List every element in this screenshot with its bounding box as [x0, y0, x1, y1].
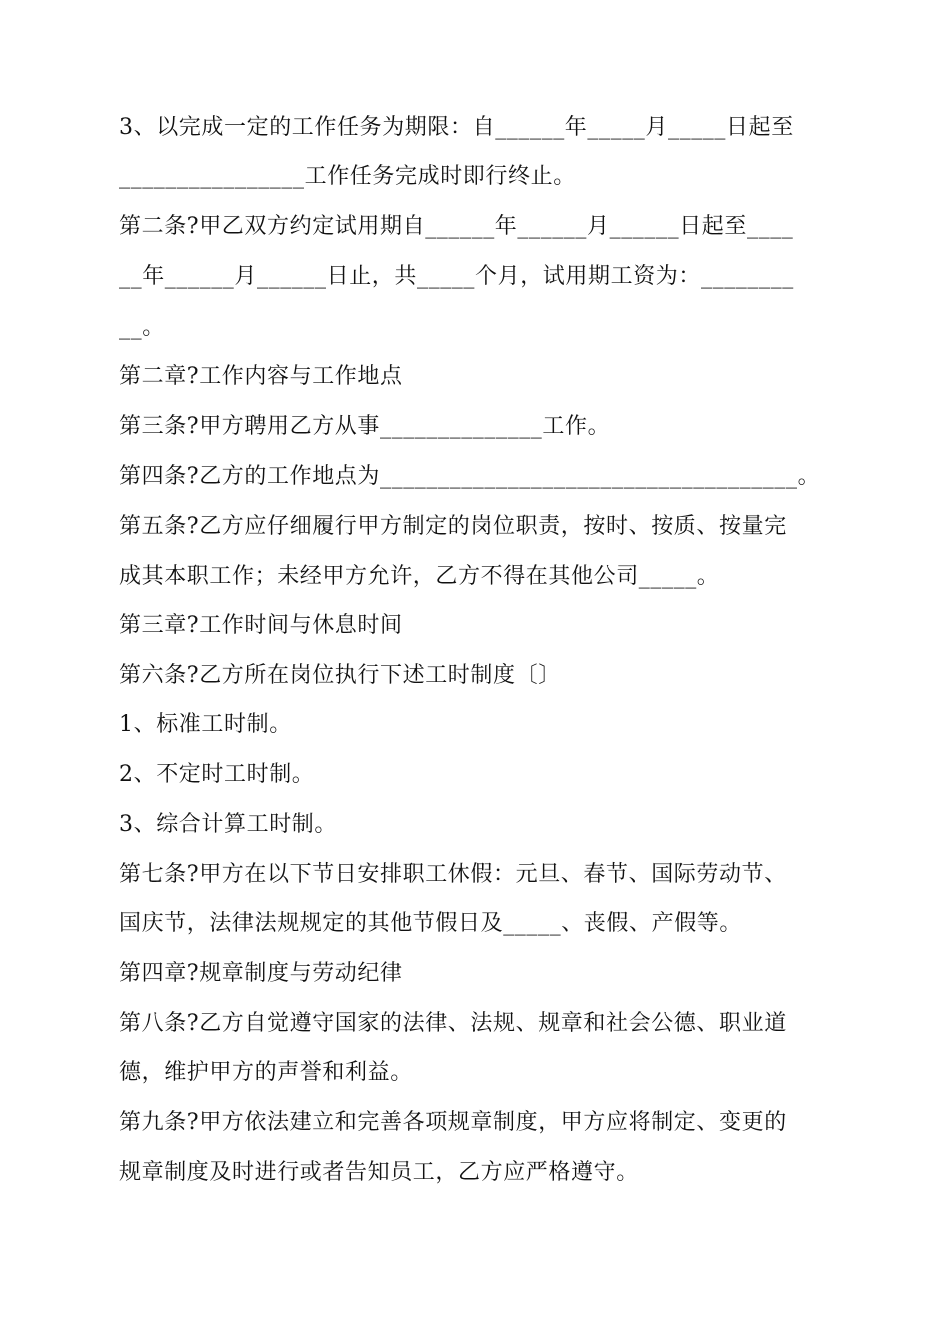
- list-item: 1、标准工时制。: [119, 712, 292, 737]
- text-line: ________________工作任务完成时即行终止。: [119, 164, 576, 189]
- text-line: 第六条?乙方所在岗位执行下述工时制度〔〕: [119, 663, 561, 688]
- text-line: __年______月______日止，共_____个月，试用期工资为：________: [119, 264, 794, 289]
- text-line: 第二条?甲乙双方约定试用期自______年______月______日起至____: [119, 214, 794, 239]
- text-line: 国庆节，法律法规规定的其他节假日及_____、丧假、产假等。: [119, 911, 743, 936]
- chapter-heading: 第四章?规章制度与劳动纪律: [119, 961, 403, 986]
- text-line: 第三条?甲方聘用乙方从事______________工作。: [119, 414, 611, 439]
- chapter-heading: 第三章?工作时间与休息时间: [119, 613, 403, 638]
- text-line: 第八条?乙方自觉遵守国家的法律、法规、规章和社会公德、职业道: [119, 1011, 787, 1036]
- chapter-heading: 第二章?工作内容与工作地点: [119, 364, 403, 389]
- list-item: 3、综合计算工时制。: [119, 812, 337, 837]
- text-line: 第五条?乙方应仔细履行甲方制定的岗位职责，按时、按质、按量完: [119, 514, 787, 539]
- text-line: 第四条?乙方的工作地点为____________________________________。: [119, 464, 821, 489]
- list-item: 2、不定时工时制。: [119, 762, 315, 787]
- text-line: 规章制度及时进行或者告知员工，乙方应严格遵守。: [119, 1160, 639, 1185]
- text-line: 3、以完成一定的工作任务为期限：自______年_____月_____日起至: [119, 115, 794, 140]
- text-line: 第九条?甲方依法建立和完善各项规章制度，甲方应将制定、变更的: [119, 1110, 787, 1135]
- text-line: 第七条?甲方在以下节日安排职工休假：元旦、春节、国际劳动节、: [119, 862, 787, 887]
- text-line: 成其本职工作；未经甲方允许，乙方不得在其他公司_____。: [119, 564, 720, 589]
- text-line: 德，维护甲方的声誉和利益。: [119, 1060, 413, 1085]
- text-line: __。: [119, 315, 165, 340]
